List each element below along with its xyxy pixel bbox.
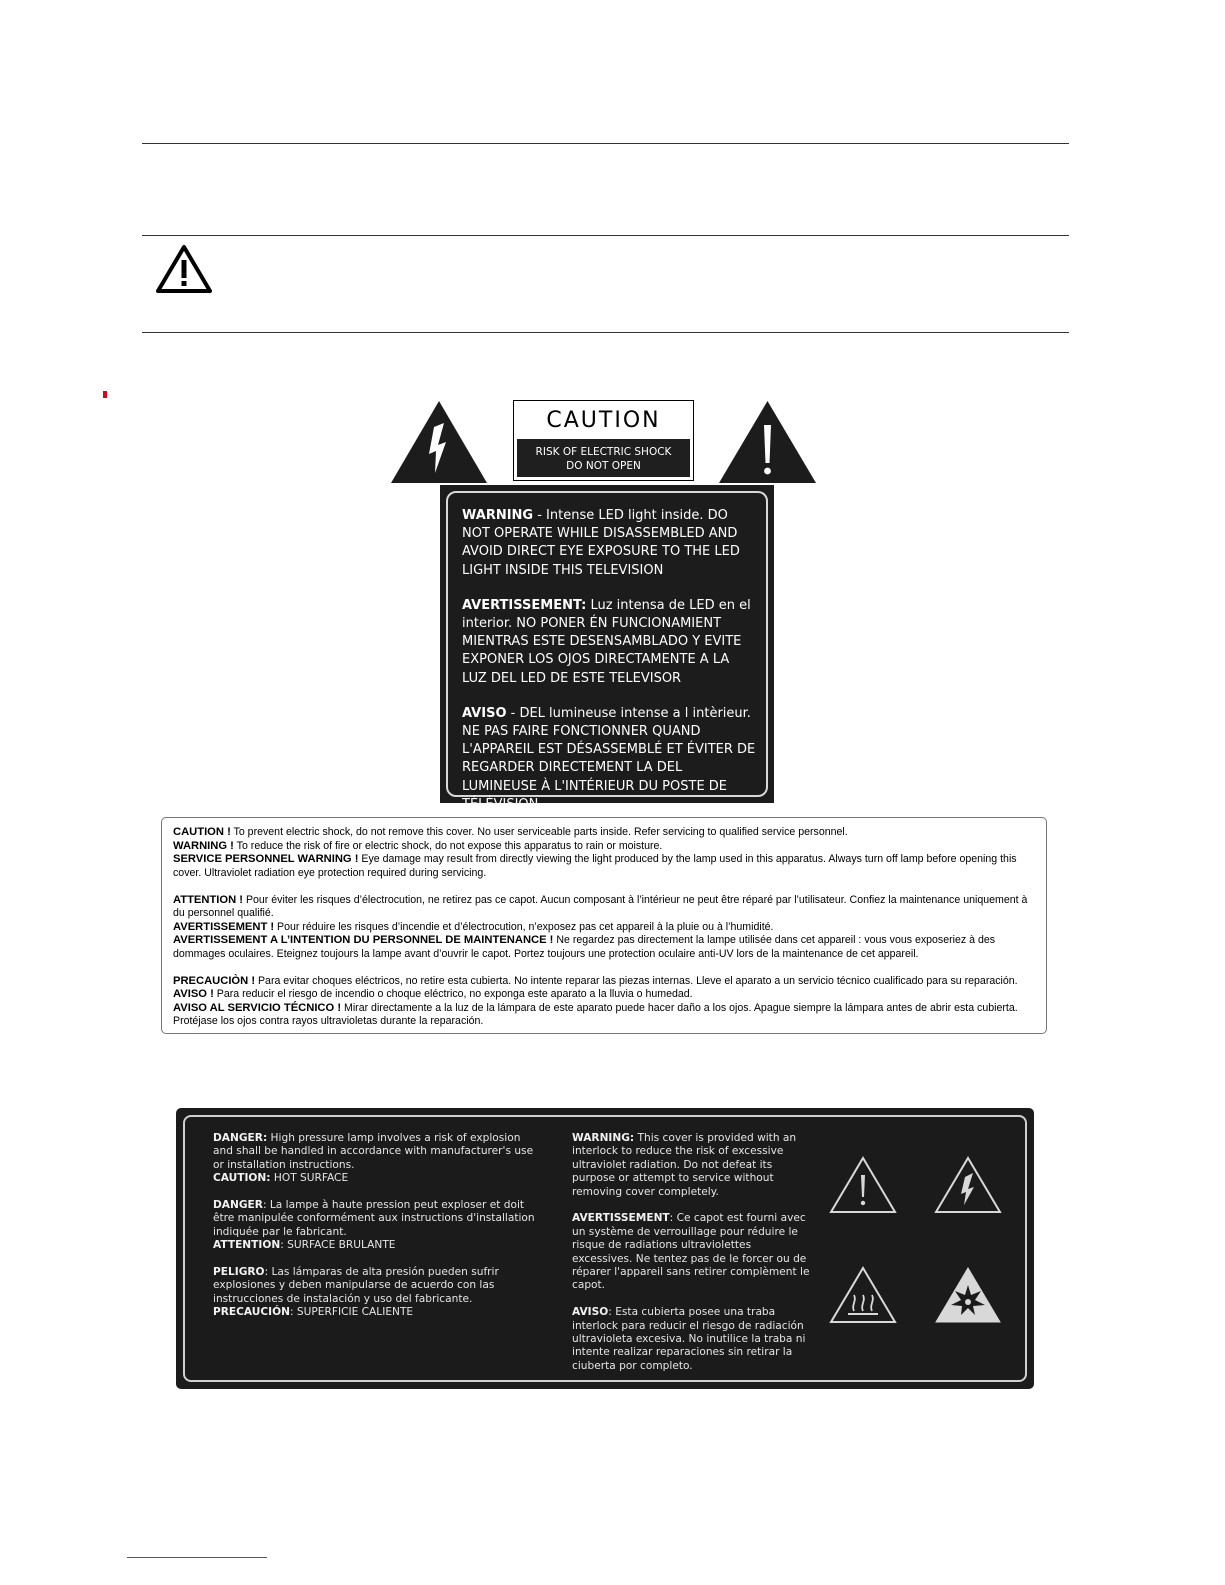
led-warning-es-label: AVERTISSEMENT:: [462, 597, 587, 613]
notice-label: AVERTISSEMENT !: [173, 920, 275, 933]
red-marker: [103, 391, 107, 398]
electric-bolt-triangle-icon: [933, 1155, 1003, 1215]
lamp-caution-en: [213, 1172, 543, 1185]
lamp-danger-en: [213, 1132, 543, 1172]
caution-label: [513, 400, 694, 481]
led-warning-en-label: WARNING: [462, 508, 534, 523]
explosion-icon: [933, 1265, 1003, 1325]
exclamation-triangle-icon: [719, 401, 816, 483]
warning-box-top-rule: [142, 235, 1069, 236]
notice-label: SERVICE PERSONNEL WARNING !: [173, 853, 359, 865]
lamp-label-text: HOT SURFACE: [270, 1172, 349, 1185]
hot-surface-icon: [828, 1265, 898, 1325]
caution-line-2: DO NOT OPEN: [566, 460, 641, 472]
warning-triangle-icon: [154, 243, 214, 295]
lamp-danger-fr: [213, 1199, 543, 1239]
notice-es-servicio: [173, 1002, 1034, 1029]
led-warning-en: [462, 507, 756, 580]
lamp-label-term: PELIGRO: [213, 1266, 265, 1279]
notice-fr-maintenance: [173, 934, 1034, 961]
lamp-label-text: : Esta cubierta posee una traba interlock para reducir el riesgo de radiación ultravioleta excesiva. No inutilice la traba ni intente realizar reparaciones sin retirar la ciuberta por completo.: [572, 1306, 806, 1372]
lamp-label-term: ATTENTION: [213, 1239, 281, 1252]
led-warning-label: [440, 485, 774, 812]
led-warning-fr-label: AVISO: [462, 705, 507, 721]
notice-es-aviso: [173, 988, 1034, 1002]
notice-text: Para reducir el riesgo de incendio o choque eléctrico, no exponga este aparato a la lluvia o humedad.: [213, 988, 693, 1000]
notice-text: Para evitar choques eléctricos, no retire esta cubierta. No intente reparar las piezas internas. Lleve el aparato a un servicio técnico cualificado para su reparación.: [255, 974, 1018, 987]
notice-en-warning: [173, 840, 1034, 854]
notice-en-service: [173, 853, 1034, 880]
notice-text: To reduce the risk of fire or electric shock, do not expose this apparatus to rain or moisture.: [233, 839, 663, 852]
footnote-separator: [127, 1557, 267, 1558]
lamp-label-left-column: [213, 1132, 543, 1320]
notice-fr-attention: [173, 894, 1034, 921]
lamp-label-text: : SUPERFICIE CALIENTE: [290, 1306, 414, 1319]
lamp-label-right-column: [572, 1132, 812, 1373]
lamp-label-term: DANGER:: [213, 1132, 268, 1144]
lamp-label-term: CAUTION:: [213, 1172, 271, 1185]
lamp-precaucion-es: [213, 1306, 543, 1319]
lamp-label-term: DANGER: [213, 1199, 263, 1212]
notice-fr-avertissement: [173, 921, 1034, 935]
lamp-label-text: : SURFACE BRULANTE: [280, 1239, 396, 1252]
notice-es-precaucion: [173, 975, 1034, 989]
lamp-label-text: : Ce capot est fourni avec un système de verrouillage pour réduire le risque de radiations ultraviolettes excessives. Ne tentez pas de le forcer ou de réparer l'appareil sans retirer complèment le capot.: [572, 1212, 810, 1292]
lamp-peligro-es: [213, 1266, 543, 1306]
notice-label: AVISO AL SERVICIO TÉCNICO !: [173, 1001, 342, 1014]
notice-label: CAUTION !: [173, 826, 231, 838]
multilanguage-safety-notice: [161, 817, 1047, 1034]
warning-box-bottom-rule: [142, 332, 1069, 333]
led-warning-fr-text: - DEL lumineuse intense a l intèrieur. NE PAS FAIRE FONCTIONNER QUAND L'APPAREIL EST DÉSASSEMBLÉ ET ÉVITER DE REGARDER DIRECTEMENT LA DEL LUMINEUSE À L'INTÉRIEUR DU POSTE DE TÉLÉVISION.: [462, 705, 756, 812]
lamp-label-text: This cover is provided with an interlock to reduce the risk of excessive ultraviolet radiation. Do not defeat its purpose or attempt to service without removing cover completely.: [572, 1132, 797, 1198]
caution-subtitle: [517, 439, 690, 477]
led-warning-fr: [462, 705, 756, 814]
notice-text: Pour éviter les risques d’électrocution, ne retirez pas ce capot. Aucun composant à l’intérieur ne peut être réparé par l’utilisateur. Confiez la maintenance uniquement à du personnel qualifié.: [173, 893, 1028, 919]
lamp-label-text: High pressure lamp involves a risk of explosion and shall be handled in accordance with manufacturer's use or installation instructions.: [213, 1132, 534, 1171]
led-warning-en-text: - Intense LED light inside. DO NOT OPERATE WHILE DISASSEMBLED AND AVOID DIRECT EYE EXPOSURE TO THE LED LIGHT INSIDE THIS TELEVISION: [462, 508, 740, 578]
led-warning-es-text: Luz intensa de LED en el interior. NO PONER ÉN FUNCIONAMIENT MIENTRAS ESTE DESENSAMBLADO Y EVITE EXPONER LOS OJOS DIRECTAMENTE A LA LUZ DEL LED DE ESTE TELEVISOR: [462, 597, 751, 686]
notice-label: AVISO !: [173, 988, 214, 1000]
notice-label: WARNING !: [173, 839, 234, 852]
lamp-label-term: PRECAUCIÓN: [213, 1306, 290, 1319]
notice-text: Mirar directamente a la luz de la lámpara de este aparato puede hacer daño a los ojos. Apague siempre la lámpara antes de abrir esta cubierta. Protéjase los ojos contra rayos ultravioletas durante la reparación.: [173, 1001, 1018, 1027]
lamp-attention-fr: [213, 1239, 543, 1252]
lamp-hazard-label: [176, 1108, 1034, 1389]
lamp-avertissement-fr: [572, 1212, 812, 1292]
lamp-label-text: : La lampe à haute pression peut exploser et doit être manipulée conformément aux instructions d'installation indiquée par le fabricant.: [213, 1199, 535, 1238]
notice-en-caution: [173, 826, 1034, 840]
top-rule: [142, 143, 1069, 144]
notice-text: To prevent electric shock, do not remove this cover. No user serviceable parts inside. Refer servicing to qualified service personnel.: [230, 826, 848, 838]
notice-label: AVERTISSEMENT A L’INTENTION DU PERSONNEL DE MAINTENANCE !: [173, 934, 554, 946]
lamp-label-term: AVERTISSEMENT: [572, 1212, 670, 1225]
lamp-aviso-es: [572, 1306, 812, 1373]
notice-text: Pour réduire les risques d’incendie et d’électrocution, n’exposez pas cet appareil à la pluie ou à l’humidité.: [274, 920, 774, 933]
lamp-label-term: WARNING:: [572, 1132, 635, 1144]
caution-title: CAUTION: [546, 408, 661, 433]
lamp-warning-en: [572, 1132, 812, 1199]
exclamation-triangle-icon: [828, 1155, 898, 1215]
lamp-label-term: AVISO: [572, 1306, 609, 1319]
notice-text: Ne regardez pas directement la lampe utilisée dans cet appareil : vous vous exposeriez à des dommages oculaires. Eteignez toujours la lampe avant d’ouvrir le capot. Portez toujours une protection oculaire anti-UV lors de la maintenance de cet appareil.: [173, 934, 996, 960]
led-warning-es: [462, 597, 756, 688]
electric-bolt-triangle-icon: [391, 401, 487, 483]
notice-label: ATTENTION !: [173, 893, 244, 906]
notice-label: PRECAUCIÒN !: [173, 974, 256, 987]
caution-line-1: RISK OF ELECTRIC SHOCK: [535, 446, 672, 458]
notice-text: Eye damage may result from directly viewing the light produced by the lamp used in this apparatus. Always turn off lamp before opening this cover. Ultraviolet radiation eye protection required during servicing.: [173, 853, 1017, 879]
lamp-label-text: : Las lámparas de alta presión pueden sufrir explosiones y deben manipularse de acuerdo con las instrucciones de instalación y uso del fabricante.: [213, 1266, 499, 1305]
